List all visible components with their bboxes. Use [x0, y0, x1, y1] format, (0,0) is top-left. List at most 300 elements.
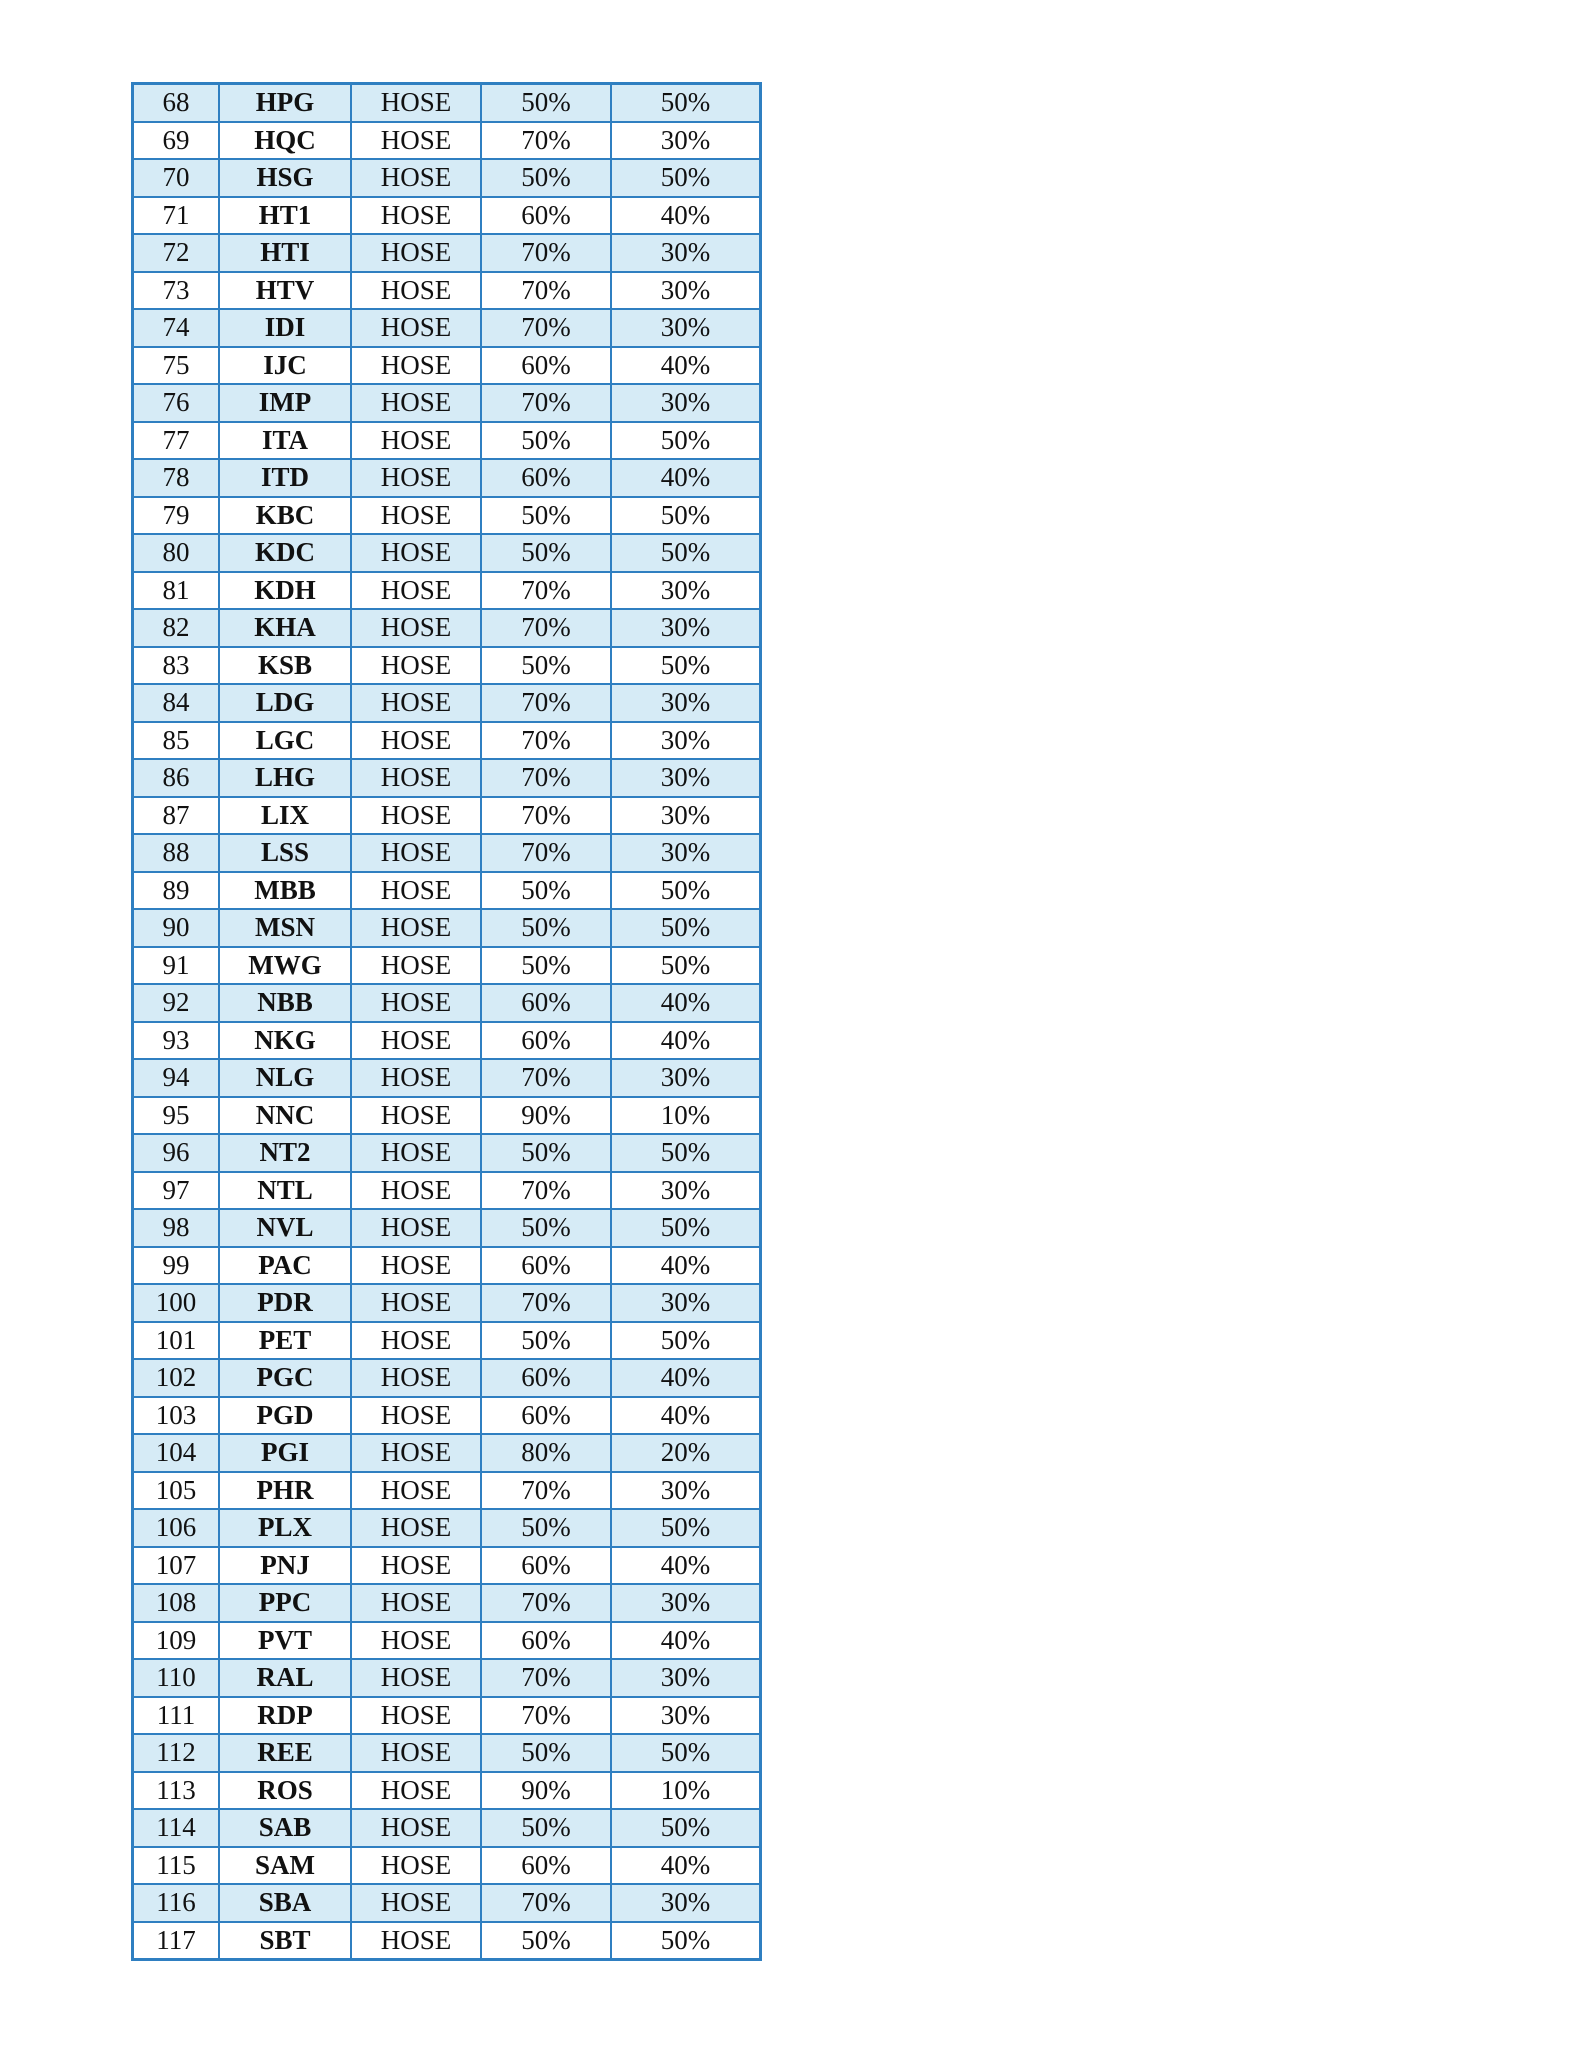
stock-code-cell: RAL [219, 1659, 351, 1697]
stock-code-cell: LIX [219, 797, 351, 835]
row-number-cell: 89 [133, 872, 220, 910]
ratio-b-cell: 30% [611, 1284, 761, 1322]
ratio-a-cell: 60% [481, 347, 611, 385]
exchange-cell: HOSE [351, 422, 481, 460]
ratio-b-cell: 10% [611, 1097, 761, 1135]
exchange-cell: HOSE [351, 647, 481, 685]
stock-code-cell: NKG [219, 1022, 351, 1060]
exchange-cell: HOSE [351, 1509, 481, 1547]
ratio-b-cell: 30% [611, 609, 761, 647]
table-row [133, 122, 761, 160]
table-row [133, 1884, 761, 1922]
stock-code-cell: PVT [219, 1622, 351, 1660]
table-row [133, 1247, 761, 1285]
exchange-cell: HOSE [351, 1397, 481, 1435]
ratio-b-cell: 30% [611, 572, 761, 610]
table-row [133, 947, 761, 985]
row-number-cell: 105 [133, 1472, 220, 1510]
row-number-cell: 73 [133, 272, 220, 310]
row-number-cell: 71 [133, 197, 220, 235]
ratio-b-cell: 40% [611, 984, 761, 1022]
row-number-cell: 115 [133, 1847, 220, 1885]
stock-code-cell: KDH [219, 572, 351, 610]
ratio-b-cell: 40% [611, 459, 761, 497]
row-number-cell: 95 [133, 1097, 220, 1135]
table-row [133, 1622, 761, 1660]
ratio-b-cell: 50% [611, 159, 761, 197]
row-number-cell: 101 [133, 1322, 220, 1360]
ratio-b-cell: 50% [611, 534, 761, 572]
ratio-a-cell: 60% [481, 197, 611, 235]
stock-code-cell: HTI [219, 234, 351, 272]
exchange-cell: HOSE [351, 497, 481, 535]
exchange-cell: HOSE [351, 1547, 481, 1585]
table-row [133, 534, 761, 572]
stock-code-cell: SAB [219, 1809, 351, 1847]
ratio-b-cell: 30% [611, 1172, 761, 1210]
stock-code-cell: MSN [219, 909, 351, 947]
ratio-b-cell: 30% [611, 272, 761, 310]
ratio-b-cell: 30% [611, 1472, 761, 1510]
stock-code-cell: IDI [219, 309, 351, 347]
ratio-a-cell: 50% [481, 1509, 611, 1547]
ratio-b-cell: 40% [611, 1622, 761, 1660]
ratio-a-cell: 50% [481, 872, 611, 910]
ratio-a-cell: 60% [481, 1022, 611, 1060]
ratio-a-cell: 70% [481, 1172, 611, 1210]
row-number-cell: 97 [133, 1172, 220, 1210]
ratio-a-cell: 50% [481, 422, 611, 460]
ratio-b-cell: 30% [611, 1584, 761, 1622]
ratio-b-cell: 50% [611, 1809, 761, 1847]
table-row [133, 1322, 761, 1360]
table-row [133, 1097, 761, 1135]
ratio-b-cell: 50% [611, 497, 761, 535]
ratio-b-cell: 30% [611, 309, 761, 347]
exchange-cell: HOSE [351, 1472, 481, 1510]
stock-code-cell: ROS [219, 1772, 351, 1810]
ratio-b-cell: 40% [611, 1359, 761, 1397]
ratio-b-cell: 50% [611, 1922, 761, 1960]
exchange-cell: HOSE [351, 1697, 481, 1735]
ratio-b-cell: 50% [611, 647, 761, 685]
exchange-cell: HOSE [351, 459, 481, 497]
table-row [133, 834, 761, 872]
exchange-cell: HOSE [351, 722, 481, 760]
ratio-a-cell: 60% [481, 1622, 611, 1660]
stock-code-cell: LSS [219, 834, 351, 872]
table-row [133, 647, 761, 685]
stock-code-cell: PLX [219, 1509, 351, 1547]
exchange-cell: HOSE [351, 1209, 481, 1247]
ratio-b-cell: 30% [611, 1059, 761, 1097]
exchange-cell: HOSE [351, 947, 481, 985]
table-row [133, 1209, 761, 1247]
stock-code-cell: KDC [219, 534, 351, 572]
exchange-cell: HOSE [351, 609, 481, 647]
table-row [133, 197, 761, 235]
exchange-cell: HOSE [351, 197, 481, 235]
table-row [133, 1809, 761, 1847]
stock-code-cell: NVL [219, 1209, 351, 1247]
exchange-cell: HOSE [351, 1772, 481, 1810]
exchange-cell: HOSE [351, 1734, 481, 1772]
stock-code-cell: NT2 [219, 1134, 351, 1172]
row-number-cell: 112 [133, 1734, 220, 1772]
table-row [133, 609, 761, 647]
stock-code-cell: ITD [219, 459, 351, 497]
ratio-a-cell: 70% [481, 234, 611, 272]
table-row [133, 909, 761, 947]
row-number-cell: 100 [133, 1284, 220, 1322]
row-number-cell: 91 [133, 947, 220, 985]
ratio-b-cell: 30% [611, 834, 761, 872]
table-row [133, 797, 761, 835]
ratio-a-cell: 50% [481, 1922, 611, 1960]
table-row [133, 1772, 761, 1810]
exchange-cell: HOSE [351, 1359, 481, 1397]
ratio-a-cell: 50% [481, 159, 611, 197]
row-number-cell: 80 [133, 534, 220, 572]
table-row [133, 272, 761, 310]
table-body [133, 84, 761, 1960]
row-number-cell: 84 [133, 684, 220, 722]
row-number-cell: 108 [133, 1584, 220, 1622]
stock-code-cell: PGC [219, 1359, 351, 1397]
ratio-a-cell: 50% [481, 1322, 611, 1360]
stock-code-cell: IMP [219, 384, 351, 422]
ratio-a-cell: 60% [481, 1359, 611, 1397]
table-row [133, 722, 761, 760]
row-number-cell: 87 [133, 797, 220, 835]
table-row [133, 872, 761, 910]
row-number-cell: 90 [133, 909, 220, 947]
ratio-b-cell: 50% [611, 84, 761, 122]
stock-code-cell: PAC [219, 1247, 351, 1285]
ratio-a-cell: 60% [481, 1397, 611, 1435]
row-number-cell: 76 [133, 384, 220, 422]
exchange-cell: HOSE [351, 1847, 481, 1885]
ratio-a-cell: 70% [481, 309, 611, 347]
stock-code-cell: KSB [219, 647, 351, 685]
ratio-a-cell: 70% [481, 797, 611, 835]
exchange-cell: HOSE [351, 534, 481, 572]
exchange-cell: HOSE [351, 234, 481, 272]
ratio-b-cell: 50% [611, 947, 761, 985]
exchange-cell: HOSE [351, 1659, 481, 1697]
row-number-cell: 114 [133, 1809, 220, 1847]
exchange-cell: HOSE [351, 122, 481, 160]
exchange-cell: HOSE [351, 984, 481, 1022]
table-row [133, 1059, 761, 1097]
ratio-b-cell: 50% [611, 1322, 761, 1360]
row-number-cell: 88 [133, 834, 220, 872]
exchange-cell: HOSE [351, 384, 481, 422]
ratio-a-cell: 70% [481, 1884, 611, 1922]
exchange-cell: HOSE [351, 347, 481, 385]
row-number-cell: 110 [133, 1659, 220, 1697]
ratio-b-cell: 30% [611, 1659, 761, 1697]
row-number-cell: 103 [133, 1397, 220, 1435]
ratio-b-cell: 30% [611, 122, 761, 160]
stock-code-cell: REE [219, 1734, 351, 1772]
table-row [133, 572, 761, 610]
row-number-cell: 93 [133, 1022, 220, 1060]
exchange-cell: HOSE [351, 1284, 481, 1322]
table-row [133, 984, 761, 1022]
ratio-a-cell: 50% [481, 1134, 611, 1172]
table-row [133, 1472, 761, 1510]
ratio-a-cell: 70% [481, 272, 611, 310]
stock-code-cell: RDP [219, 1697, 351, 1735]
exchange-cell: HOSE [351, 1434, 481, 1472]
ratio-a-cell: 90% [481, 1772, 611, 1810]
exchange-cell: HOSE [351, 309, 481, 347]
ratio-a-cell: 60% [481, 984, 611, 1022]
row-number-cell: 75 [133, 347, 220, 385]
ratio-b-cell: 50% [611, 872, 761, 910]
ratio-b-cell: 30% [611, 384, 761, 422]
ratio-b-cell: 40% [611, 197, 761, 235]
ratio-a-cell: 70% [481, 1059, 611, 1097]
table-row [133, 1734, 761, 1772]
exchange-cell: HOSE [351, 1097, 481, 1135]
stock-code-cell: SAM [219, 1847, 351, 1885]
ratio-a-cell: 60% [481, 1847, 611, 1885]
table-row [133, 234, 761, 272]
stock-code-cell: HTV [219, 272, 351, 310]
row-number-cell: 77 [133, 422, 220, 460]
table-row [133, 1659, 761, 1697]
ratio-a-cell: 70% [481, 834, 611, 872]
ratio-a-cell: 70% [481, 1697, 611, 1735]
row-number-cell: 117 [133, 1922, 220, 1960]
table-row [133, 84, 761, 122]
exchange-cell: HOSE [351, 1134, 481, 1172]
stock-code-cell: PGI [219, 1434, 351, 1472]
stock-code-cell: PDR [219, 1284, 351, 1322]
row-number-cell: 72 [133, 234, 220, 272]
ratio-b-cell: 50% [611, 1509, 761, 1547]
stock-code-cell: MWG [219, 947, 351, 985]
stock-code-cell: IJC [219, 347, 351, 385]
ratio-a-cell: 70% [481, 609, 611, 647]
row-number-cell: 82 [133, 609, 220, 647]
ratio-b-cell: 40% [611, 1547, 761, 1585]
ratio-a-cell: 50% [481, 1809, 611, 1847]
ratio-a-cell: 60% [481, 1547, 611, 1585]
ratio-a-cell: 70% [481, 1584, 611, 1622]
ratio-b-cell: 50% [611, 1209, 761, 1247]
row-number-cell: 69 [133, 122, 220, 160]
ratio-a-cell: 50% [481, 947, 611, 985]
stock-ratio-table [131, 82, 762, 1961]
exchange-cell: HOSE [351, 834, 481, 872]
ratio-b-cell: 40% [611, 1247, 761, 1285]
row-number-cell: 68 [133, 84, 220, 122]
row-number-cell: 104 [133, 1434, 220, 1472]
ratio-a-cell: 60% [481, 459, 611, 497]
ratio-b-cell: 30% [611, 722, 761, 760]
table-row [133, 1847, 761, 1885]
table-row [133, 1434, 761, 1472]
stock-code-cell: NLG [219, 1059, 351, 1097]
exchange-cell: HOSE [351, 759, 481, 797]
exchange-cell: HOSE [351, 1884, 481, 1922]
stock-code-cell: HSG [219, 159, 351, 197]
table-row [133, 1509, 761, 1547]
table-row [133, 384, 761, 422]
ratio-a-cell: 90% [481, 1097, 611, 1135]
stock-code-cell: LDG [219, 684, 351, 722]
row-number-cell: 85 [133, 722, 220, 760]
stock-code-cell: ITA [219, 422, 351, 460]
exchange-cell: HOSE [351, 1172, 481, 1210]
stock-code-cell: PHR [219, 1472, 351, 1510]
exchange-cell: HOSE [351, 797, 481, 835]
stock-code-cell: SBT [219, 1922, 351, 1960]
stock-code-cell: NNC [219, 1097, 351, 1135]
row-number-cell: 81 [133, 572, 220, 610]
exchange-cell: HOSE [351, 572, 481, 610]
ratio-b-cell: 50% [611, 909, 761, 947]
table-row [133, 459, 761, 497]
exchange-cell: HOSE [351, 1622, 481, 1660]
row-number-cell: 107 [133, 1547, 220, 1585]
ratio-b-cell: 20% [611, 1434, 761, 1472]
row-number-cell: 106 [133, 1509, 220, 1547]
row-number-cell: 94 [133, 1059, 220, 1097]
exchange-cell: HOSE [351, 1322, 481, 1360]
table-row [133, 1359, 761, 1397]
table-row [133, 422, 761, 460]
row-number-cell: 116 [133, 1884, 220, 1922]
ratio-a-cell: 50% [481, 1734, 611, 1772]
stock-code-cell: PGD [219, 1397, 351, 1435]
ratio-a-cell: 50% [481, 647, 611, 685]
ratio-a-cell: 70% [481, 759, 611, 797]
table-row [133, 159, 761, 197]
ratio-a-cell: 70% [481, 684, 611, 722]
ratio-b-cell: 30% [611, 1884, 761, 1922]
stock-code-cell: KBC [219, 497, 351, 535]
ratio-a-cell: 70% [481, 572, 611, 610]
ratio-b-cell: 50% [611, 1734, 761, 1772]
ratio-a-cell: 50% [481, 909, 611, 947]
ratio-a-cell: 50% [481, 497, 611, 535]
ratio-b-cell: 30% [611, 1697, 761, 1735]
row-number-cell: 111 [133, 1697, 220, 1735]
table-row [133, 1697, 761, 1735]
ratio-a-cell: 60% [481, 1247, 611, 1285]
exchange-cell: HOSE [351, 1584, 481, 1622]
exchange-cell: HOSE [351, 1922, 481, 1960]
ratio-b-cell: 30% [611, 234, 761, 272]
row-number-cell: 86 [133, 759, 220, 797]
ratio-b-cell: 50% [611, 422, 761, 460]
stock-code-cell: HT1 [219, 197, 351, 235]
row-number-cell: 70 [133, 159, 220, 197]
stock-code-cell: MBB [219, 872, 351, 910]
exchange-cell: HOSE [351, 684, 481, 722]
stock-code-cell: KHA [219, 609, 351, 647]
ratio-a-cell: 50% [481, 84, 611, 122]
ratio-a-cell: 80% [481, 1434, 611, 1472]
stock-code-cell: LGC [219, 722, 351, 760]
stock-code-cell: SBA [219, 1884, 351, 1922]
stock-code-cell: PPC [219, 1584, 351, 1622]
ratio-b-cell: 30% [611, 797, 761, 835]
row-number-cell: 74 [133, 309, 220, 347]
ratio-a-cell: 70% [481, 1659, 611, 1697]
stock-code-cell: NBB [219, 984, 351, 1022]
row-number-cell: 83 [133, 647, 220, 685]
stock-code-cell: NTL [219, 1172, 351, 1210]
row-number-cell: 79 [133, 497, 220, 535]
stock-code-cell: PET [219, 1322, 351, 1360]
row-number-cell: 78 [133, 459, 220, 497]
row-number-cell: 92 [133, 984, 220, 1022]
row-number-cell: 109 [133, 1622, 220, 1660]
table-row [133, 759, 761, 797]
row-number-cell: 102 [133, 1359, 220, 1397]
table-row [133, 1284, 761, 1322]
ratio-b-cell: 10% [611, 1772, 761, 1810]
table-row [133, 1172, 761, 1210]
exchange-cell: HOSE [351, 1022, 481, 1060]
ratio-a-cell: 50% [481, 1209, 611, 1247]
ratio-a-cell: 70% [481, 722, 611, 760]
exchange-cell: HOSE [351, 84, 481, 122]
table-row [133, 347, 761, 385]
ratio-b-cell: 50% [611, 1134, 761, 1172]
table-row [133, 1584, 761, 1622]
ratio-a-cell: 70% [481, 122, 611, 160]
exchange-cell: HOSE [351, 272, 481, 310]
stock-code-cell: PNJ [219, 1547, 351, 1585]
ratio-a-cell: 70% [481, 384, 611, 422]
ratio-b-cell: 30% [611, 759, 761, 797]
stock-code-cell: HQC [219, 122, 351, 160]
table-row [133, 1922, 761, 1960]
ratio-b-cell: 30% [611, 684, 761, 722]
exchange-cell: HOSE [351, 1247, 481, 1285]
table-row [133, 1134, 761, 1172]
row-number-cell: 99 [133, 1247, 220, 1285]
stock-code-cell: LHG [219, 759, 351, 797]
ratio-a-cell: 70% [481, 1284, 611, 1322]
exchange-cell: HOSE [351, 1809, 481, 1847]
ratio-b-cell: 40% [611, 1022, 761, 1060]
table-row [133, 1397, 761, 1435]
ratio-b-cell: 40% [611, 347, 761, 385]
exchange-cell: HOSE [351, 159, 481, 197]
row-number-cell: 96 [133, 1134, 220, 1172]
table-row [133, 309, 761, 347]
ratio-a-cell: 50% [481, 534, 611, 572]
exchange-cell: HOSE [351, 872, 481, 910]
ratio-a-cell: 70% [481, 1472, 611, 1510]
table-row [133, 684, 761, 722]
exchange-cell: HOSE [351, 909, 481, 947]
table-row [133, 1547, 761, 1585]
stock-code-cell: HPG [219, 84, 351, 122]
ratio-b-cell: 40% [611, 1397, 761, 1435]
row-number-cell: 98 [133, 1209, 220, 1247]
table-row [133, 497, 761, 535]
row-number-cell: 113 [133, 1772, 220, 1810]
ratio-b-cell: 40% [611, 1847, 761, 1885]
